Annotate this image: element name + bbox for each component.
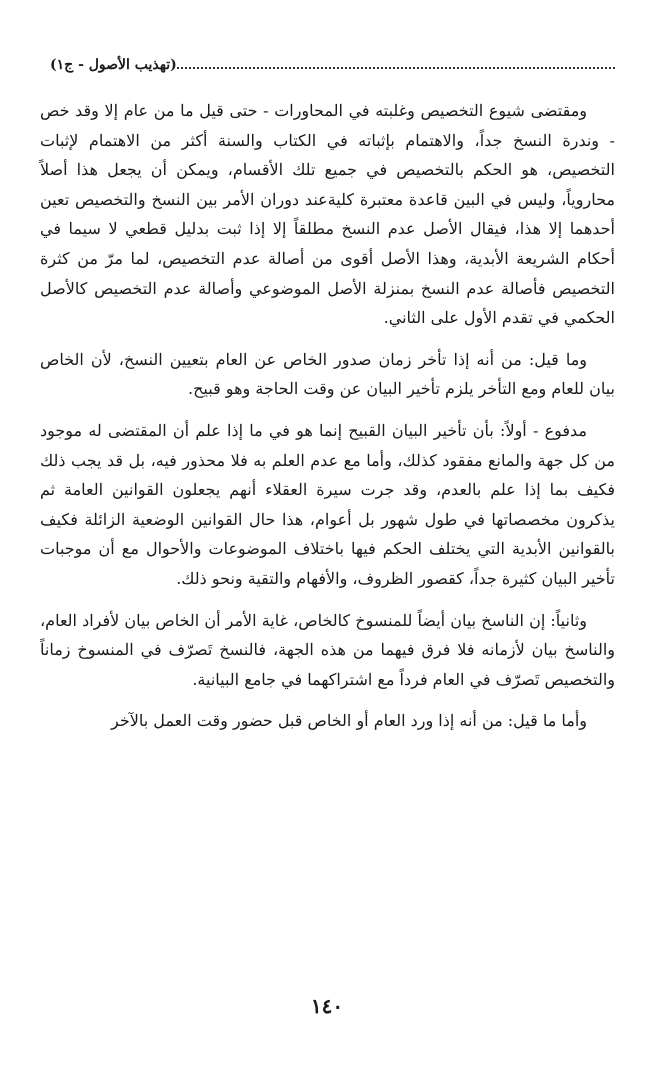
paragraph: وأما ما قيل: من أنه إذا ورد العام أو الخاص قبل حضور وقت العمل بالآخر [111,711,587,731]
paragraph: ومقتضى شيوع التخصيص وغلبته في المحاورات - حتى قيل ما من عام إلا وقد خص - وندرة النسخ جداً، والاهتمام بإثباته في الكتاب والسنة أكثر من الاهتمام لإثبات التخصيص، هو الحكم بالتخصيص في جميع تلك الأقسام، ويمكن أن يجعل هذا أصلاً محاروياً، وليس في البين قاعدة معتبرة كليةعند دوران الأمر بين النسخ والتخصيص تعين أحدهما إلا هذا، فيقال الأصل عدم النسخ مطلقاً إلا إذا ثبت بدليل قطعي لا سيما في أحكام الشريعة الأبدية، وهذا الأصل أقوى من أصالة عدم التخصيص، لما مرّ من كثرة التخصيص فأصالة عدم النسخ بمنزلة الأصل الموضوعي وأصالة عدم التخصيص كالأصل الحكمي في تقدم الأول على الثاني. [40,101,615,328]
header-dotted-rule [177,67,615,69]
paragraph: وثانياً: إن الناسخ بيان أيضاً للمنسوخ كالخاص، غاية الأمر أن الخاص بيان لأفراد العام، والناسخ بيان لأزمانه فلا فرق فيهما من هذه الجهة، فالنسخ تَصرّف في المنسوخ زماناً والتخصيص تَصرّف في العام فرداً مع اشتراكهما في جامع البيانية. [40,610,615,689]
header-title: (تهذيب الأصول - ج١) [50,57,177,73]
running-header [40,52,615,78]
page-number: ١٤٠ [310,994,344,1018]
paragraph: وما قيل: من أنه إذا تأخر زمان صدور الخاص عن العام بتعيين النسخ، لأن الخاص بيان للعام ومع التأخر يلزم تأخير البيان عن وقت الحاجة وهو قبيح. [40,349,615,399]
paragraph: مدفوع - أولاً: بأن تأخير البيان القبيح إنما هو في ما إذا علم أن المقتضى له موجود من كل جهة والمانع مفقود كذلك، وأما مع عدم العلم به فلا محذور فيه، بل قد يجب ذلك فكيف بما إذا علم بالعدم، وقد جرت سيرة العقلاء أنهم يجعلون القوانين العامة ثم يذكرون مخصصاتها في طول شهور بل أعوام، هذا حال القوانين الوضعية الزائلة فكيف بالقوانين الأبدية التي يختلف الحكم فيها باختلاف الموضوعات والأحوال مع أن موجبات تأخير البيان كثيرة جداً، كقصور الظروف، والأفهام والتقية ونحو ذلك. [40,420,615,588]
page-body [40,96,615,748]
